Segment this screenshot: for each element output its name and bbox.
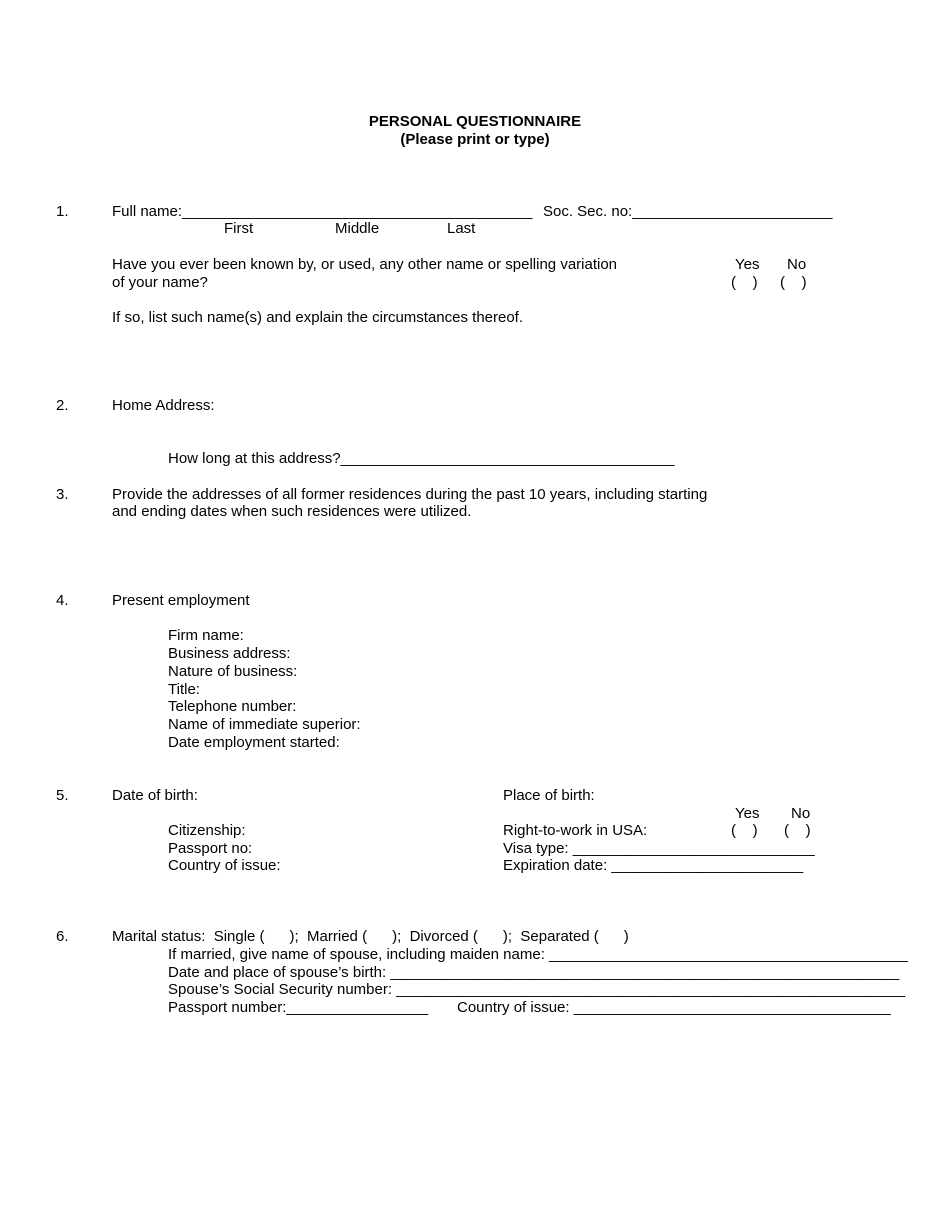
spouse-ssn-input[interactable] bbox=[402, 980, 892, 996]
separated-checkbox[interactable] bbox=[598, 927, 622, 943]
no-header: No bbox=[791, 805, 811, 822]
spouse-country-of-issue-label: Country of issue: ______________________________________ bbox=[457, 999, 891, 1016]
nature-of-business-label: Nature of business: bbox=[168, 663, 298, 680]
immediate-superior-label: Name of immediate superior: bbox=[168, 716, 361, 733]
other-name-question: Have you ever been known by, or used, any other name or spelling variation bbox=[112, 256, 618, 273]
yes-header: Yes bbox=[735, 256, 760, 273]
right-to-work-label: Right-to-work in USA: bbox=[503, 822, 648, 839]
former-residences-question-cont: and ending dates when such residences were utilized. bbox=[112, 503, 472, 520]
soc-sec-input[interactable] bbox=[636, 202, 833, 218]
place-of-birth-label: Place of birth: bbox=[503, 787, 595, 804]
passport-number-input[interactable] bbox=[290, 998, 436, 1014]
list-names-instruction: If so, list such name(s) and explain the circumstances thereof. bbox=[112, 309, 524, 326]
right-to-work-yes-checkbox[interactable]: ( ) bbox=[731, 822, 758, 839]
question-number-2: 2. bbox=[56, 397, 69, 414]
home-address-label: Home Address: bbox=[112, 397, 215, 414]
soc-sec-label: Soc. Sec. no:________________________ bbox=[543, 203, 833, 220]
right-to-work-no-checkbox[interactable]: ( ) bbox=[784, 822, 811, 839]
spouse-birth-label: Date and place of spouse’s birth: _____________________________________________________________ bbox=[168, 964, 900, 981]
date-of-birth-label: Date of birth: bbox=[112, 787, 198, 804]
other-name-question-cont: of your name? bbox=[112, 274, 208, 291]
spouse-birth-input[interactable] bbox=[398, 963, 895, 979]
page-title: PERSONAL QUESTIONNAIRE bbox=[368, 113, 582, 130]
last-name-caption: Last bbox=[447, 220, 476, 237]
first-name-caption: First bbox=[224, 220, 254, 237]
title-label: Title: bbox=[168, 681, 200, 698]
spouse-ssn-label: Spouse’s Social Security number: _____________________________________________________________ bbox=[168, 981, 906, 998]
telephone-number-label: Telephone number: bbox=[168, 698, 297, 715]
visa-type-label: Visa type: _____________________________ bbox=[503, 840, 815, 857]
expiration-date-label: Expiration date: _______________________ bbox=[503, 857, 804, 874]
firm-name-label: Firm name: bbox=[168, 627, 244, 644]
former-residences-question: Provide the addresses of all former residences during the past 10 years, including starting bbox=[112, 486, 708, 503]
question-number-1: 1. bbox=[56, 203, 69, 220]
country-of-issue-label: Country of issue: bbox=[168, 857, 281, 874]
question-number-5: 5. bbox=[56, 787, 69, 804]
question-number-4: 4. bbox=[56, 592, 69, 609]
middle-name-caption: Middle bbox=[335, 220, 380, 237]
how-long-label: How long at this address?________________________________________ bbox=[168, 450, 675, 467]
how-long-input[interactable] bbox=[346, 449, 680, 465]
passport-number-label: Passport number:_________________ bbox=[168, 999, 429, 1016]
married-checkbox[interactable] bbox=[369, 927, 393, 943]
question-number-3: 3. bbox=[56, 486, 69, 503]
yes-header: Yes bbox=[735, 805, 760, 822]
single-checkbox[interactable] bbox=[268, 927, 292, 943]
no-header: No bbox=[787, 256, 807, 273]
passport-no-label: Passport no: bbox=[168, 840, 253, 857]
page-subtitle: (Please print or type) bbox=[400, 131, 550, 148]
spouse-country-of-issue-input[interactable] bbox=[578, 998, 895, 1014]
present-employment-heading: Present employment bbox=[112, 592, 250, 609]
visa-type-input[interactable] bbox=[576, 839, 816, 855]
spouse-name-label: If married, give name of spouse, including maiden name: ___________________________________________ bbox=[168, 946, 908, 963]
spouse-name-input[interactable] bbox=[560, 945, 895, 961]
marital-status-line: Marital status: Single ( ); Married ( ); Divorced ( ); Separated ( ) bbox=[112, 928, 629, 945]
question-number-6: 6. bbox=[56, 928, 69, 945]
citizenship-label: Citizenship: bbox=[168, 822, 246, 839]
employment-start-label: Date employment started: bbox=[168, 734, 340, 751]
divorced-checkbox[interactable] bbox=[479, 927, 503, 943]
expiration-date-input[interactable] bbox=[614, 856, 812, 872]
business-address-label: Business address: bbox=[168, 645, 291, 662]
full-name-input[interactable] bbox=[185, 202, 535, 218]
other-name-no-checkbox[interactable]: ( ) bbox=[780, 274, 807, 291]
full-name-label: Full name:__________________________________________ bbox=[112, 203, 533, 220]
other-name-yes-checkbox[interactable]: ( ) bbox=[731, 274, 758, 291]
